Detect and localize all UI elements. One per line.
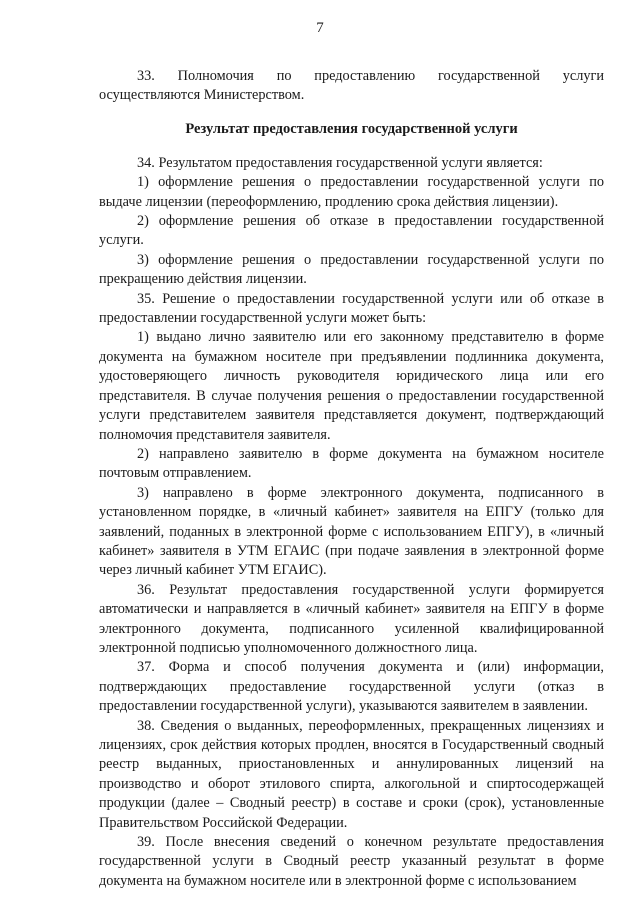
section-heading: Результат предоставления государственной услуги <box>185 120 518 137</box>
paragraph-36: 36. Результат предоставления государственной услуги формируется автоматически и направляется в «личный кабинет» заявителя на ЕПГУ в форме электронного документа, подписанного усиленной квалифицированной электронной подписью уполномоченного должностного лица. <box>99 581 604 656</box>
paragraph-37: 37. Форма и способ получения документа и (или) информации, подтверждающих предоставление государственной услуги (отказ в предоставлении государственной услуги), указываются заявителем в заявлении. <box>99 659 604 715</box>
paragraph-35: 35. Решение о предоставлении государственной услуги или об отказе в предоставлении государственной услуги может быть: <box>99 290 604 327</box>
paragraph-34-item-1: 1) оформление решения о предоставлении государственной услуги по выдаче лицензии (переоформлению, продлению срока действия лицензии). <box>99 174 604 210</box>
paragraph-34: 34. Результатом предоставления государственной услуги является: <box>137 154 543 171</box>
paragraph-35-item-3: 3) направлено в форме электронного документа, подписанного в установленном порядке, в «личный кабинет» заявителя на ЕПГУ (только для заявлений, поданных в электронной форме с использованием ЕПГУ), в «личный кабинет» заявителя в УТМ ЕГАИС (при подаче заявления в электронной форме через личный кабинет УТМ ЕГАИС). <box>99 484 604 579</box>
document-body <box>99 67 604 891</box>
paragraph-35-item-1: 1) выдано лично заявителю или его законному представителю в форме документа на бумажном носителе при предъявлении подлинника документа, удостоверяющего личность руководителя юридического лица или его представителя. В случае получения решения о предоставлении государственной услуги представителем заявителя представляется документ, подтверждающий полномочия представителя заявителя. <box>99 329 604 443</box>
paragraph-34-item-3: 3) оформление решения о предоставлении государственной услуги по прекращению действия лицензии. <box>99 251 604 288</box>
paragraph-33: 33. Полномочия по предоставлению государственной услуги осуществляются Министерством. <box>99 68 604 104</box>
page-number: 7 <box>316 20 324 36</box>
paragraph-34-item-2: 2) оформление решения об отказе в предоставлении государственной услуги. <box>99 213 604 249</box>
paragraph-35-item-2: 2) направлено заявителю в форме документа на бумажном носителе почтовым отправлением. <box>99 445 604 482</box>
paragraph-38: 38. Сведения о выданных, переоформленных, прекращенных лицензиях и лицензиях, срок действия которых продлен, вносятся в Государственный сводный реестр выданных, приостановленных и аннулированных лицензий на производство и оборот этилового спирта, алкогольной и спиртосодержащей продукции (далее – Сводный реестр) в составе и сроки (срок), установленные Правительством Российской Федерации. <box>99 717 604 831</box>
paragraph-39: 39. После внесения сведений о конечном результате предоставления государственной услуги в Сводный реестр указанный результат в форме документа на бумажном носителе или в электронной форме с использованием <box>99 834 604 889</box>
